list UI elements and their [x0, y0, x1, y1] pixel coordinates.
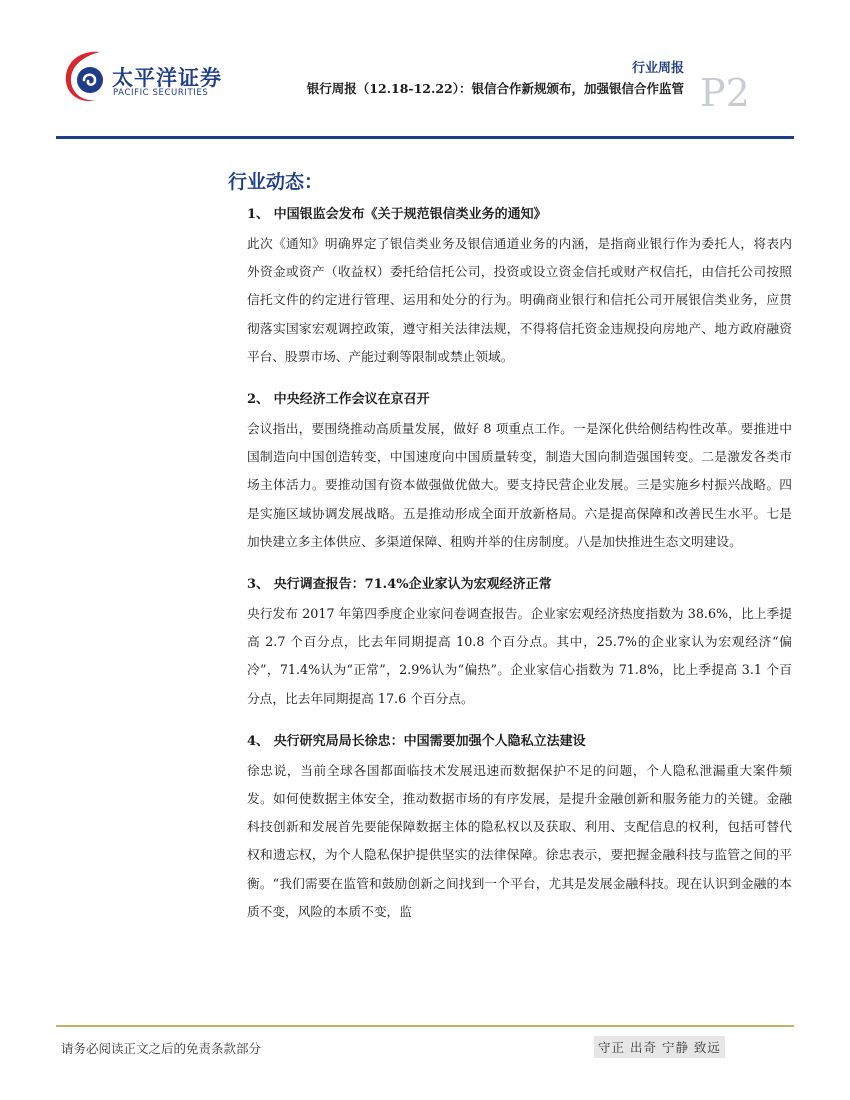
- footer-motto: 守正 出奇 宁静 致远: [594, 1036, 725, 1058]
- company-logo: [60, 44, 240, 108]
- logo-chinese-name: 太平洋证券: [112, 66, 222, 90]
- news-item: [247, 205, 792, 371]
- news-item: [247, 732, 792, 926]
- news-item-heading: 4、 央行研究局局长徐忠：中国需要加强个人隐私立法建设: [247, 733, 586, 749]
- news-item-body: 此次《通知》明确界定了银信类业务及银信通道业务的内涵，是指商业银行作为委托人，将表内外资金或资产（收益权）委托给信托公司，投资或设立资金信托或财产权信托，由信托公司按照信托文件的约定进行管理、运用和处分的行为。明确商业银行和信托公司开展银信类业务，应贯彻落实国家宏观调控政策，遵守相关法律法规，不得将信托资金违规投向房地产、地方政府融资平台、股票市场、产能过剩等限制或禁止领域。: [247, 236, 792, 364]
- header-divider: [56, 136, 794, 139]
- news-item-heading: 2、 中央经济工作会议在京召开: [247, 392, 430, 408]
- news-item-body: 会议指出，要围绕推动高质量发展，做好 8 项重点工作。一是深化供给侧结构性改革。要推进中国制造向中国创造转变，中国速度向中国质量转变，制造大国向制造强国转变。二是激发各类市场主体活力。要推动国有资本做强做优做大。要支持民营企业发展。三是实施乡村振兴战略。四是实施区域协调发展战略。五是推动形成全面开放新格局。六是提高保障和改善民生水平。七是加快建立多主体供应、多渠道保障、租购并举的住房制度。八是加快推进生态文明建设。: [247, 421, 792, 549]
- logo-english-name: PACIFIC SECURITIES: [113, 88, 209, 98]
- news-item-heading: 3、 央行调查报告：71.4%企业家认为宏观经济正常: [247, 577, 552, 593]
- footer-divider: [56, 1025, 794, 1027]
- section-title: 行业动态：: [228, 171, 324, 193]
- news-item-body: 央行发布 2017 年第四季度企业家问卷调查报告。企业家宏观经济热度指数为 38.6%，比上季提高 2.7 个百分点，比去年同期提高 10.8 个百分点。其中，25.7%的企业家认为宏观经济“偏冷”，71.4%认为“正常”，2.9%认为“偏热”。企业家信心指数为 71.8%，比上季提高 3.1 个百分点，比去年同期提高 17.6 个百分点。: [247, 606, 792, 706]
- news-item-body: 徐忠说，当前全球各国都面临技术发展迅速而数据保护不足的问题，个人隐私泄漏重大案件频发。如何使数据主体安全，推动数据市场的有序发展，是提升金融创新和服务能力的关键。金融科技创新和发展首先要能保障数据主体的隐私权以及获取、利用、支配信息的权利，包括可替代权和遗忘权，为个人隐私保护提供坚实的法律保障。徐忠表示，要把握金融科技与监管之间的平衡。“我们需要在监管和鼓励创新之间找到一个平台，尤其是发展金融科技。现在认识到金融的本质不变，风险的本质不变，监: [247, 762, 792, 919]
- news-list: [247, 205, 792, 945]
- page-number: P2: [700, 71, 750, 115]
- company-logo-icon: [60, 44, 110, 108]
- news-item-heading: 1、 中国银监会发布《关于规范银信类业务的通知》: [247, 207, 547, 222]
- report-title: 银行周报（12.18-12.22）：银信合作新规颁布，加强银信合作监管: [306, 81, 684, 96]
- footer-disclaimer: 请务必阅读正文之后的免责条款部分: [61, 1041, 262, 1056]
- news-item: [247, 390, 792, 556]
- report-type: 行业周报: [631, 61, 684, 76]
- news-item: [247, 575, 792, 713]
